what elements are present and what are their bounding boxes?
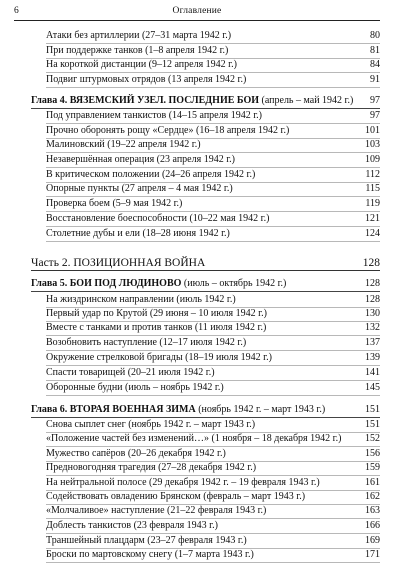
toc-chapter-row <box>0 93 410 109</box>
toc-entry-title: На короткой дистанции (9–12 апреля 1942 г.) <box>46 59 237 70</box>
toc-entry-title: Броски по мартовскому снегу (1–7 марта 1943 г.) <box>46 549 254 560</box>
toc-rule <box>31 270 380 271</box>
toc-chapter-period: (июль – октябрь 1942 г.) <box>181 278 287 289</box>
toc-page-number: 121 <box>365 213 380 224</box>
toc-page-number: 145 <box>365 382 380 393</box>
toc-page-number: 159 <box>365 462 380 473</box>
toc-entry-title: Опорные пункты (27 апреля – 4 мая 1942 г.) <box>46 183 233 194</box>
toc-page-number: 128 <box>362 257 380 269</box>
toc-entry-row <box>0 152 410 168</box>
toc-page-number: 130 <box>365 308 380 319</box>
toc-page-number: 124 <box>365 228 380 239</box>
toc-page-number: 152 <box>365 433 380 444</box>
toc-page-number: 97 <box>370 95 380 106</box>
toc-entry-title: Незавершённая операция (23 апреля 1942 г.) <box>46 154 236 165</box>
toc-page-number: 80 <box>370 30 380 41</box>
toc-entry-row <box>0 365 410 381</box>
toc-page-number: 128 <box>365 294 380 305</box>
toc-page-number: 139 <box>365 352 380 363</box>
toc-entry-title: Возобновить наступление (12–17 июля 1942 г.) <box>46 337 247 348</box>
toc-page-number: 137 <box>365 337 380 348</box>
toc-entry-row <box>0 503 410 519</box>
toc-entry-title: Окружение стрелковой бригады (18–19 июля 1942 г.) <box>46 352 272 363</box>
toc-rule <box>46 87 380 88</box>
toc-rule <box>46 241 380 242</box>
toc-entry-title: Под управлением танкистов (14–15 апреля 1942 г.) <box>46 110 263 121</box>
toc-entry-title: Восстановление боеспособности (10–22 мая 1942 г.) <box>46 213 270 224</box>
page-number: 6 <box>14 6 19 16</box>
toc-page-number: 91 <box>370 74 380 85</box>
toc-entry-row <box>0 380 410 396</box>
toc-entry-title: Первый удар по Крутой (29 июня – 10 июля 1942 г.) <box>46 308 267 319</box>
toc-entry-title: Прочно оборонять рощу «Сердце» (16–18 апреля 1942 г.) <box>46 125 290 136</box>
toc-entry-title: В критическом положении (24–26 апреля 1942 г.) <box>46 169 256 180</box>
toc-chapter-heading: Глава 6. ВТОРАЯ ВОЕННАЯ ЗИМА <box>31 404 196 415</box>
toc-entry-title: При поддержке танков (1–8 апреля 1942 г.) <box>46 45 229 56</box>
toc-entry-title: Предновогодняя трагедия (27–28 декабря 1942 г.) <box>46 462 257 473</box>
toc-part-row <box>0 255 410 271</box>
toc-entry-row <box>0 335 410 351</box>
toc-entry-title: Спасти товарищей (20–21 июля 1942 г.) <box>46 367 215 378</box>
toc-entry-row <box>0 518 410 534</box>
toc-page-number: 161 <box>365 477 380 488</box>
toc-entry-title: Доблесть танкистов (23 февраля 1943 г.) <box>46 520 218 531</box>
toc-chapter-row <box>0 402 410 418</box>
toc-page-number: 109 <box>365 154 380 165</box>
toc-chapter-title <box>31 276 286 292</box>
toc-entry-row <box>0 72 410 88</box>
toc-chapter-heading: Глава 5. БОИ ПОД ЛЮДИНОВО <box>31 278 182 289</box>
toc-entry-row <box>0 181 410 197</box>
toc-entry-title: Траншейный плацдарм (23–27 февраля 1943 г.) <box>46 535 247 546</box>
toc-page-number: 119 <box>365 198 380 209</box>
toc-page-number: 112 <box>365 169 380 180</box>
toc-entry-row <box>0 211 410 227</box>
toc-page-number: 156 <box>365 448 380 459</box>
toc-entry-title: Снова сыплет снег (ноябрь 1942 г. – март 1943 г.) <box>46 419 256 430</box>
running-title: Оглавление <box>172 6 222 16</box>
toc-page-number: 97 <box>370 110 380 121</box>
toc-rule <box>46 395 380 396</box>
toc-chapter-period: (апрель – май 1942 г.) <box>259 95 354 106</box>
toc-entry-row <box>0 460 410 476</box>
toc-entry-row <box>0 196 410 212</box>
toc-part-title: Часть 2. ПОЗИЦИОННАЯ ВОЙНА <box>31 257 206 269</box>
toc-entry-title: «Молчаливое» наступление (21–22 февраля 1943 г.) <box>46 505 267 516</box>
toc-page-number: 141 <box>365 367 380 378</box>
toc-entry-row <box>0 547 410 563</box>
toc-entry-row <box>0 57 410 73</box>
toc-entry-title: Подвиг штурмовых отрядов (13 апреля 1942 г.) <box>46 74 247 85</box>
toc-entry-title: Оборонные будни (июль – ноябрь 1942 г.) <box>46 382 224 393</box>
toc-entry-row <box>0 28 410 44</box>
toc-entry-title: «Положение частей без изменений…» (1 ноября – 18 декабря 1942 г.) <box>46 433 342 444</box>
toc-entry-row <box>0 431 410 447</box>
toc-entry-title: На нейтральной полосе (29 декабря 1942 г. – 19 февраля 1943 г.) <box>46 477 320 488</box>
toc-page-number: 103 <box>365 139 380 150</box>
toc-page-number: 128 <box>365 278 380 289</box>
toc-entry-title: Малиновский (19–22 апреля 1942 г.) <box>46 139 201 150</box>
running-header <box>14 6 380 21</box>
toc-page-number: 169 <box>365 535 380 546</box>
toc-entry-row <box>0 226 410 242</box>
toc-page-number: 151 <box>365 419 380 430</box>
toc-chapter-period: (ноябрь 1942 г. – март 1943 г.) <box>195 404 326 415</box>
toc-chapter-row <box>0 276 410 292</box>
toc-entry-title: Атаки без артиллерии (27–31 марта 1942 г.) <box>46 30 232 41</box>
toc-entry-title: Содействовать овладению Брянском (февраль – март 1943 г.) <box>46 491 306 502</box>
toc-chapter-title <box>31 402 325 418</box>
toc-page-number: 166 <box>365 520 380 531</box>
toc-page-number: 115 <box>365 183 380 194</box>
toc-page-number: 151 <box>365 404 380 415</box>
toc-page-number: 132 <box>365 322 380 333</box>
toc-entry-title: Вместе с танками и против танков (11 июля 1942 г.) <box>46 322 267 333</box>
toc-page-number: 81 <box>370 45 380 56</box>
toc-entry-title: На жиздринском направлении (июль 1942 г.) <box>46 294 236 305</box>
toc-entry-title: Столетние дубы и ели (18–28 июня 1942 г.) <box>46 228 230 239</box>
toc-entry-title: Проверка боем (5–9 мая 1942 г.) <box>46 198 183 209</box>
toc-chapter-title <box>31 93 353 109</box>
toc-page-number: 101 <box>365 125 380 136</box>
toc-page-number: 162 <box>365 491 380 502</box>
toc-entry-row <box>0 108 410 124</box>
toc-page-number: 163 <box>365 505 380 516</box>
toc-rule <box>46 562 380 563</box>
toc-entry-title: Мужество сапёров (20–26 декабря 1942 г.) <box>46 448 226 459</box>
toc-chapter-heading: Глава 4. ВЯЗЕМСКИЙ УЗЕЛ. ПОСЛЕДНИЕ БОИ <box>31 95 260 106</box>
toc-page-number: 171 <box>365 549 380 560</box>
toc-page-number: 84 <box>370 59 380 70</box>
toc-entry-row <box>0 350 410 366</box>
toc-entry-row <box>0 137 410 153</box>
toc-entry-row <box>0 320 410 336</box>
